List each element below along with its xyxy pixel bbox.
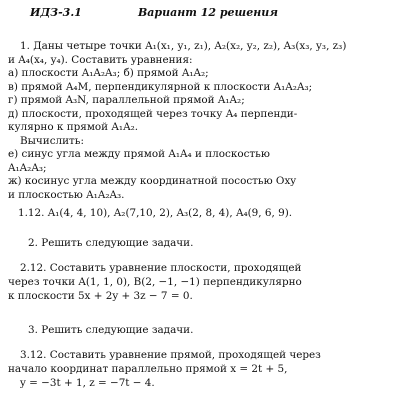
task1-line-2: и A₄(x₄, y₄). Составить уравнения:	[8, 54, 193, 66]
task3-line-3: y = −3t + 1, z = −7t − 4.	[20, 377, 155, 389]
task3-line-1: 3.12. Составить уравнение прямой, проходящей через	[20, 349, 321, 361]
task1-line-7: кулярно к прямой A₁A₂.	[8, 121, 139, 133]
task1-line-10: A₁A₂A₃;	[8, 162, 47, 174]
task2-heading: 2. Решить следующие задачи.	[28, 237, 194, 249]
task1-line-5: г) прямой A₃N, параллельной прямой A₁A₂;	[8, 94, 245, 106]
task2-line-2: через точки A(1, 1, 0), B(2, −1, −1) перпендикулярно	[8, 276, 302, 288]
task1-line-4: в) прямой A₄M, перпендикулярной к плоскости A₁A₂A₃;	[8, 81, 313, 93]
task1-line-6: д) плоскости, проходящей через точку A₄ перпенди-	[8, 108, 298, 120]
variant-title: Вариант 12 решения	[138, 6, 278, 19]
task1-line-11: ж) косинус угла между координатной посостью Oxy	[8, 175, 297, 187]
assignment-code: ИДЗ-3.1	[30, 6, 82, 19]
task2-line-1: 2.12. Составить уравнение плоскости, проходящей	[20, 262, 302, 274]
task1-line-1: 1. Даны четыре точки A₁(x₁, y₁, z₁), A₂(x₂, y₂, z₂), A₃(x₃, y₃, z₃)	[20, 40, 347, 52]
task1-line-3: а) плоскости A₁A₂A₃; б) прямой A₁A₂;	[8, 67, 209, 79]
task1-line-8: Вычислить:	[20, 135, 84, 147]
task1-data-line: 1.12. A₁(4, 4, 10), A₂(7,10, 2), A₃(2, 8, 4), A₄(9, 6, 9).	[18, 207, 293, 219]
task1-line-9: е) синус угла между прямой A₁A₄ и плоскостью	[8, 148, 270, 160]
task2-line-3: к плоскости 5x + 2y + 3z − 7 = 0.	[8, 290, 193, 302]
task1-line-12: и плоскостью A₁A₂A₃.	[8, 189, 125, 201]
task3-heading: 3. Решить следующие задачи.	[28, 324, 194, 336]
task3-line-2: начало координат параллельно прямой x = 2t + 5,	[8, 363, 288, 375]
